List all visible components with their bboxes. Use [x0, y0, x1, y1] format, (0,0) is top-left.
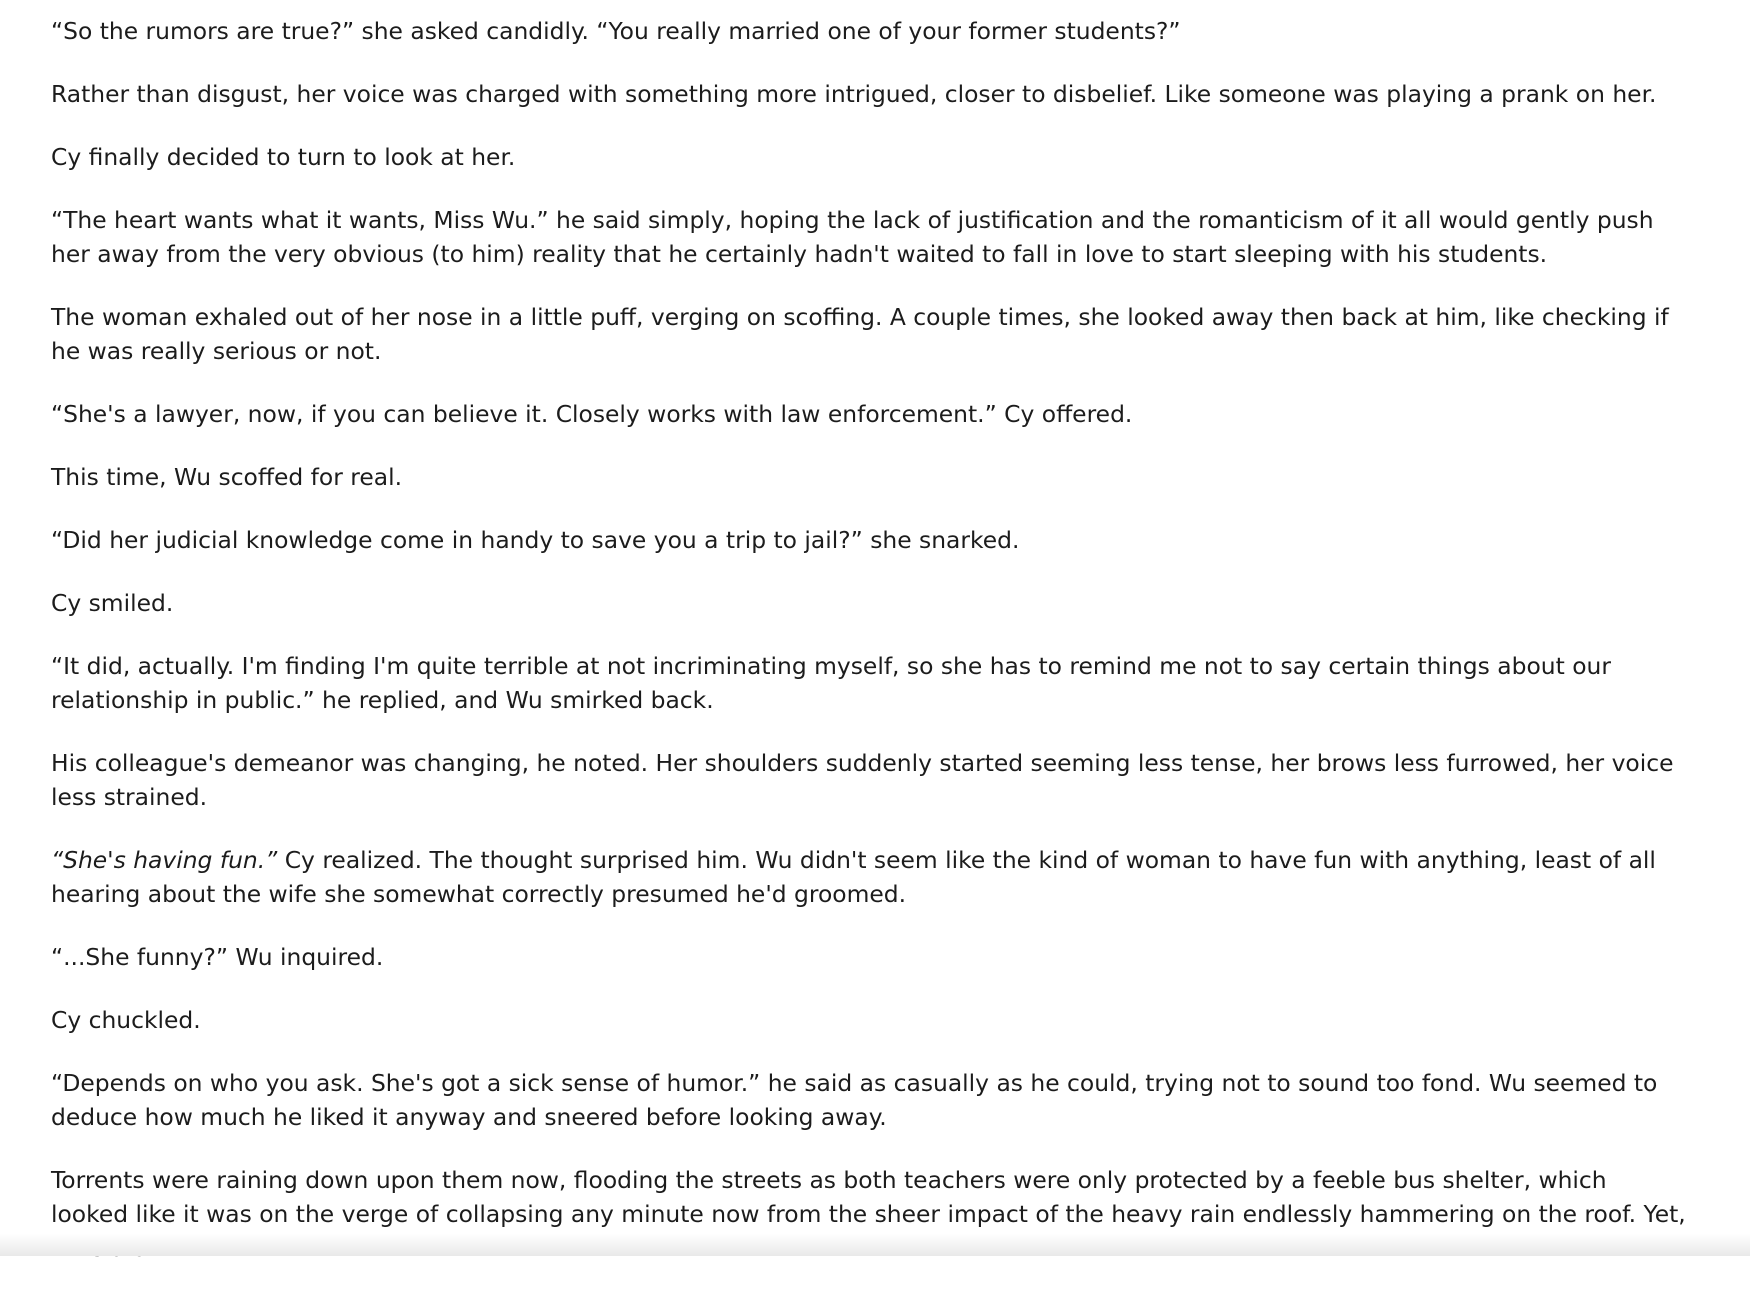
- bottom-edge-shadow: [0, 1234, 1750, 1256]
- paragraph: “She's a lawyer, now, if you can believe it. Closely works with law enforcement.” Cy offered.: [51, 400, 1133, 428]
- paragraph: “Did her judicial knowledge come in handy to save you a trip to jail?” she snarked.: [51, 526, 1020, 554]
- paragraph: “The heart wants what it wants, Miss Wu.” he said simply, hoping the lack of justification and the romanticism of it all would gently push her away from the very obvious (to him) reality that he certainly hadn't waited to fall in love to start sleeping with his students.: [51, 206, 1654, 268]
- paragraph: Cy chuckled.: [51, 1006, 201, 1034]
- paragraph-text: Cy realized. The thought surprised him. Wu didn't seem like the kind of woman to have fun with anything, least of all hearing about the wife she somewhat correctly presumed he'd groomed.: [51, 846, 1656, 908]
- paragraph: Rather than disgust, her voice was charged with something more intrigued, closer to disbelief. Like someone was playing a prank on her.: [51, 80, 1657, 108]
- paragraph: “Depends on who you ask. She's got a sick sense of humor.” he said as casually as he could, trying not to sound too fond. Wu seemed to deduce how much he liked it anyway and sneered before looking away.: [51, 1069, 1658, 1131]
- paragraph: The woman exhaled out of her nose in a little puff, verging on scoffing. A couple times, she looked away then back at him, like checking if he was really serious or not.: [51, 303, 1669, 365]
- paragraph: His colleague's demeanor was changing, he noted. Her shoulders suddenly started seeming less tense, her brows less furrowed, her voice less strained.: [51, 749, 1674, 811]
- paragraph: Cy finally decided to turn to look at her.: [51, 143, 516, 171]
- paragraph: “...She funny?” Wu inquired.: [51, 943, 384, 971]
- italic-thought: “She's having fun.”: [51, 846, 278, 874]
- paragraph: [51, 843, 1691, 911]
- paragraph: “It did, actually. I'm finding I'm quite terrible at not incriminating myself, so she has to remind me not to say certain things about our relationship in public.” he replied, and Wu smirked back.: [51, 652, 1611, 714]
- paragraph: “So the rumors are true?” she asked candidly. “You really married one of your former students?”: [51, 17, 1181, 45]
- paragraph: This time, Wu scoffed for real.: [51, 463, 403, 491]
- paragraph: Torrents were raining down upon them now, flooding the streets as both teachers were only protected by a feeble bus shelter, which looked like it was on the verge of collapsing any minute now from the sheer impact of the heavy rain endlessly hammering on the roof. Yet,: [51, 1166, 1686, 1228]
- story-text: [51, 14, 1691, 1294]
- paragraph: Cy smiled.: [51, 589, 174, 617]
